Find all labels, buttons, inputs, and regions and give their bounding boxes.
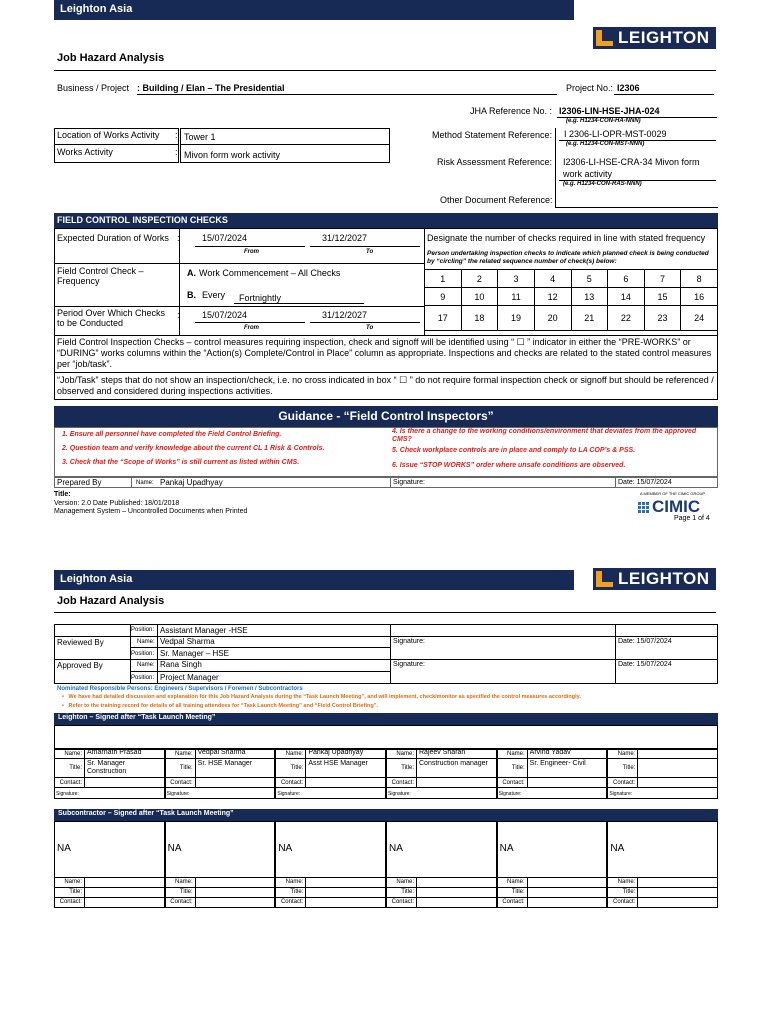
check-number-cell: 16 [681, 288, 718, 306]
cimic-logo: CIMIC [638, 497, 700, 517]
approved-date: Date: 15/07/2024 [618, 661, 672, 668]
guidance-left [62, 431, 382, 473]
period-to: 31/12/2027 [322, 310, 368, 320]
column-divider [527, 877, 528, 908]
approved-name-label: Name: [137, 662, 155, 668]
from-label: From [244, 249, 259, 255]
designate-text: Designate the number of checks required in line with stated frequency [427, 233, 706, 243]
contact-label: Contact: [502, 780, 525, 786]
sub-na-value: NA [57, 843, 71, 854]
check-number-cell: 23 [644, 306, 681, 331]
column-divider [527, 749, 528, 788]
period-to-label: To [366, 325, 374, 331]
activity-label: Works Activity [57, 147, 113, 157]
guidance-right [392, 428, 712, 477]
nominated-bullet-1: • We have had detailed discussion and explanation for this Job Hazard Analysis during the “Task Launch Meeting”, and will implement, check/monitor as specified the control measures accordingly. [62, 694, 581, 700]
approved-position: Project Manager [160, 673, 219, 682]
company-header-bar: Leighton Asia [54, 0, 574, 20]
leighton-mark-icon [596, 30, 614, 46]
title-label: Title: [511, 765, 525, 771]
title-label: Title: [401, 889, 414, 895]
business-label: Business / Project [57, 83, 130, 93]
check-number-cell: 21 [571, 306, 608, 331]
title-label: Title: [622, 765, 636, 771]
name-label: Name: [174, 879, 193, 885]
contact-label: Contact: [612, 780, 636, 786]
reviewed-sig-label: Signature: [393, 638, 425, 645]
name-label: Name: [396, 751, 414, 757]
jha-ref-label: JHA Reference No. : [470, 106, 553, 116]
leighton-logo-2: LEIGHTON [593, 568, 716, 590]
person-name: Amarnath Prasad [87, 749, 142, 756]
footer-version: Version: 2.0 Date Published: 18/01/2018 [54, 500, 180, 507]
guidance-item: 3. Check that the “Scope of Works” is still current as listed within CMS. [62, 459, 300, 466]
name-label: Name: [617, 751, 636, 757]
name-label: Name: [617, 879, 636, 885]
title-label: Title: [401, 765, 414, 771]
opt-b: Every [202, 290, 226, 300]
business-value: : Building / Elan – The Presidential [137, 83, 285, 93]
form-title: Job Hazard Analysis [57, 52, 165, 64]
contact-label: Contact: [170, 899, 193, 905]
column-divider [305, 749, 306, 788]
to-label: To [366, 249, 374, 255]
nominated-bullet-2: • Refer to the training record for details of all training attendees for “Task Launch Meeting” and “Field Control Briefing”. [62, 703, 378, 709]
reviewed-position: Sr. Manager – HSE [160, 649, 229, 658]
leighton-logo: LEIGHTON [593, 27, 716, 49]
title-label: Title: [69, 889, 82, 895]
reviewed-name-label: Name: [137, 639, 155, 645]
duration-to: 31/12/2027 [322, 233, 368, 243]
person-name: Arvind Yadav [529, 749, 571, 756]
guidance-item: 2. Question team and verify knowledge about the current CL 1 Risk & Controls. [62, 445, 325, 452]
check-number-cell: 7 [644, 270, 681, 288]
check-number-cell: 8 [681, 270, 718, 288]
check-number-cell: 22 [608, 306, 645, 331]
fci-note-1: Field Control Inspection Checks – control measures requiring inspection, check and signoff will be identified using “ ☐ ” indicator in either the “PRE-WORKS” or “DURING” works columns within the “Action(s) Complete/Control in Place” column as appropriate. Inspections and checks are related to the stated control measures per “job/task”. [57, 337, 712, 369]
signature-label: Signature: [388, 791, 411, 797]
title-label: Title: [511, 889, 525, 895]
row0-position: Assistant Manager -HSE [160, 626, 248, 635]
sub-na-value: NA [499, 843, 514, 854]
duration-from: 15/07/2024 [202, 233, 248, 243]
company-header-bar-2: Leighton Asia [54, 570, 574, 590]
sub-na-value: NA [610, 843, 625, 854]
column-divider [305, 877, 306, 908]
sub-na-value: NA [389, 843, 403, 854]
activity-value: Mivon form work activity [184, 150, 281, 160]
check-number-cell: 5 [571, 270, 608, 288]
prepared-name-label: Name: [136, 480, 154, 486]
nominated-title: Nominated Responsible Persons: Engineers / Supervisors / Foremen / Subcontractors [57, 686, 303, 692]
approved-sig-label: Signature: [393, 661, 425, 668]
sub-na-value: NA [167, 843, 182, 854]
column-divider [416, 877, 417, 908]
location-value: Tower 1 [184, 132, 216, 142]
project-no-value: I2306 [617, 83, 640, 93]
period-from: 15/07/2024 [202, 310, 248, 320]
check-number-cell: 17 [425, 306, 462, 331]
guidance-item: 1. Ensure all personnel have completed the Field Control Briefing. [62, 431, 282, 438]
name-label: Name: [174, 751, 193, 757]
prepared-date: Date: 15/07/2024 [618, 479, 672, 486]
approved-position-label: Position: [131, 675, 155, 681]
period-label: Period Over Which Checks to be Conducted [57, 308, 166, 328]
footer-mgmt: Management System – Uncontrolled Documents when Printed [54, 508, 248, 515]
check-number-cell: 10 [461, 288, 498, 306]
person-name: Pankaj Upadhyay [308, 749, 364, 756]
check-number-cell: 15 [644, 288, 681, 306]
reviewed-label: Reviewed By [57, 638, 104, 647]
check-number-cell: 3 [498, 270, 535, 288]
page-number: Page 1 of 4 [674, 515, 710, 522]
person-title: Construction manager [419, 760, 488, 767]
contact-label: Contact: [391, 780, 414, 786]
prepared-name: Pankaj Upadhyay [160, 478, 223, 487]
contact-label: Contact: [502, 899, 525, 905]
check-number-cell: 1 [425, 270, 462, 288]
contact-label: Contact: [280, 899, 304, 905]
leighton-signed-title: Leighton – Signed after “Task Launch Meeting” [54, 713, 718, 725]
check-number-cell: 4 [534, 270, 571, 288]
name-label: Name: [507, 751, 525, 757]
name-label: Name: [285, 751, 304, 757]
other-label: Other Document Reference: [440, 195, 553, 205]
guidance-title: Guidance - “Field Control Inspectors” [54, 406, 718, 427]
column-divider [195, 877, 196, 908]
title-label: Title: [290, 765, 304, 771]
footer-title-label: Title: [54, 491, 71, 498]
contact-label: Contact: [391, 899, 414, 905]
leighton-mark-icon [596, 571, 614, 587]
person-name: Vedpal Sharma [197, 749, 246, 756]
check-number-cell: 12 [534, 288, 571, 306]
signature-label: Signature: [277, 791, 301, 797]
name-label: Name: [507, 879, 525, 885]
reviewed-date: Date: 15/07/2024 [618, 638, 672, 645]
title-label: Title: [69, 765, 82, 771]
column-divider [195, 749, 196, 788]
contact-label: Contact: [612, 899, 636, 905]
method-label: Method Statement Reference: [432, 130, 553, 140]
cimic-dots-icon [638, 502, 649, 513]
check-number-grid [424, 269, 718, 331]
check-number-cell: 18 [461, 306, 498, 331]
person-note: Person undertaking inspection checks to indicate which planned check is being conducted by “circling” the related sequence number of check(s) below: [427, 250, 709, 265]
column-divider [637, 749, 638, 788]
period-from-label: From [244, 325, 259, 331]
check-number-cell: 6 [608, 270, 645, 288]
check-number-cell: 24 [681, 306, 718, 331]
signature-label: Signature: [56, 791, 79, 797]
contact-label: Contact: [280, 780, 304, 786]
check-number-cell: 13 [571, 288, 608, 306]
contact-label: Contact: [59, 899, 82, 905]
risk-example: (e.g. H1234-CON-RAS-NNN) [563, 181, 642, 187]
column-divider [84, 877, 85, 908]
reviewed-position-label: Position: [131, 651, 155, 657]
fci-title: FIELD CONTROL INSPECTION CHECKS [54, 213, 718, 228]
title-label: Title: [179, 765, 193, 771]
check-number-cell: 11 [498, 288, 535, 306]
location-label: Location of Works Activity [57, 130, 160, 140]
frequency-label: Field Control Check – Frequency [57, 266, 144, 286]
person-title: Asst HSE Manager [308, 760, 368, 767]
opt-a-letter: A. [187, 268, 196, 278]
person-title: Sr. Manager Construction [87, 760, 127, 775]
name-label: Name: [285, 879, 304, 885]
risk-label: Risk Assessment Reference: [437, 157, 553, 167]
guidance-item: 6. Issue “STOP WORKS” order where unsafe conditions are observed. [392, 462, 626, 469]
jha-ref-value: I2306-LIN-HSE-JHA-024 [559, 106, 660, 116]
person-title: Sr. Engineer- Civil [529, 760, 586, 767]
form-title-2: Job Hazard Analysis [57, 595, 165, 607]
check-number-cell: 14 [608, 288, 645, 306]
opt-b-value: Fortnightly [239, 293, 282, 303]
signature-label: Signature: [609, 791, 633, 797]
signature-label: Signature: [166, 791, 190, 797]
check-number-cell: 2 [461, 270, 498, 288]
member-of-text: A MEMBER OF THE CIMIC GROUP [640, 491, 706, 496]
guidance-item: 4. Is there a change to the working conditions/environment that deviates from the approved CMS? [392, 428, 697, 443]
name-label: Name: [64, 751, 82, 757]
approved-name: Rana Singh [160, 660, 202, 669]
title-label: Title: [290, 889, 304, 895]
fci-note-2: “Job/Task” steps that do not show an inspection/check, i.e. no cross indicated in box “ ☐ ” do not require formal inspection check or signoff but should be referenced / observed and considered during inspections activities. [57, 375, 714, 396]
column-divider [416, 749, 417, 788]
person-title: Sr. HSE Manager [197, 760, 253, 767]
title-label: Title: [179, 889, 193, 895]
check-number-cell: 19 [498, 306, 535, 331]
opt-a: Work Commencement – All Checks [199, 268, 341, 278]
guidance-item: 5. Check workplace controls are in place and comply to LA COP’s & PSS. [392, 447, 636, 454]
contact-label: Contact: [170, 780, 193, 786]
jha-ref-example: (e.g. H1234-CON-HA-NNN) [566, 118, 641, 124]
reviewed-name: Vedpal Sharma [160, 637, 215, 646]
row0-position-label: Position: [131, 627, 155, 633]
approved-label: Approved By [57, 661, 103, 670]
prepared-label: Prepared By [57, 478, 102, 487]
name-label: Name: [396, 879, 414, 885]
sub-na-value: NA [278, 843, 293, 854]
method-value: I 2306-LI-OPR-MST-0029 [564, 129, 667, 139]
project-no-label: Project No.: [566, 83, 614, 93]
column-divider [84, 749, 85, 788]
check-number-cell: 20 [534, 306, 571, 331]
check-number-cell: 9 [425, 288, 462, 306]
sub-signed-title: Subcontractor – Signed after “Task Launch Meeting” [54, 809, 718, 821]
method-example: (e.g. H1234-CON-MST-NNN) [566, 141, 645, 147]
duration-label: Expected Duration of Works [57, 233, 169, 243]
title-label: Title: [622, 889, 636, 895]
opt-b-letter: B. [187, 290, 196, 300]
risk-value: I2306-LI-HSE-CRA-34 Mivon form work activity [563, 157, 700, 179]
column-divider [637, 877, 638, 908]
person-name: Rajeev Sharan [419, 749, 466, 756]
name-label: Name: [64, 879, 82, 885]
signature-label: Signature: [498, 791, 522, 797]
prepared-sig-label: Signature: [393, 479, 425, 486]
contact-label: Contact: [59, 780, 82, 786]
